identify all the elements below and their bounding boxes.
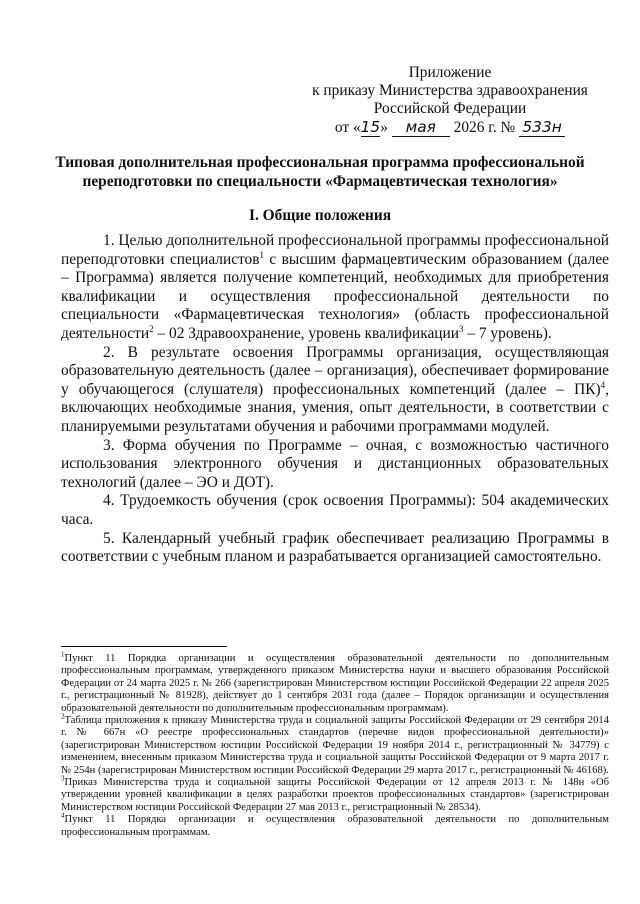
footnote-ref-2: 2 — [149, 323, 154, 334]
order-day: 15 — [360, 118, 381, 136]
footnote-ref-3: 3 — [459, 323, 464, 334]
order-date-number — [300, 118, 600, 137]
footnote-2-text: Таблица приложения к приказу Министерства труда и социальной защиты Российской Федерации от 29 сентября 2014 г. № 667н «О реестре профессиональных стандартов (перечне видов профессиональной деятельности)» (зарегистрирован Министерством юстиции Российской Федерации 19 ноября 2014 г., регистрационный № 34779) с изменением, внесенным приказом Министерства труда и социальной защиты Российской Федерации от 9 марта 2017 г. № 254н (зарегистрирован Министерством юстиции Российской Федерации 29 марта 2017 г., регистрационный № 46168). — [61, 715, 609, 776]
order-quote-close: » — [380, 119, 388, 136]
appendix-label: Приложение — [408, 64, 492, 81]
footnote-1-mark: 1 — [61, 650, 65, 659]
footnote-3-mark: 3 — [61, 774, 65, 783]
footnotes — [61, 650, 609, 839]
order-number: 533н — [519, 118, 565, 137]
title-line-1: Типовая дополнительная профессиональная программа профессиональной — [55, 154, 585, 171]
order-year: 2026 г. № — [453, 119, 516, 136]
footnote-separator — [61, 646, 227, 647]
paragraph-5: 5. Календарный учебный график обеспечивает реализацию Программы в соответствии с учебным планом и разрабатывается организацией самостоятельно. — [61, 529, 609, 566]
paragraph-1 — [61, 232, 609, 344]
footnote-4-text: Пункт 11 Порядка организации и осуществления образовательной деятельности по дополнительным профессиональным программам. — [61, 814, 609, 838]
paragraph-3: 3. Форма обучения по Программе – очная, с возможностью частичного использования электронного обучения и дистанционных образовательных технологий (далее – ЭО и ДОТ). — [61, 436, 609, 491]
footnote-4 — [61, 811, 609, 839]
paragraph-4: 4. Трудоемкость обучения (срок освоения Программы): 504 академических часа. — [61, 492, 609, 528]
document-title — [30, 153, 610, 191]
paragraph-1-part-a: 1. Целью дополнительной профессиональной программы профессиональной переподготовки специалистов — [61, 232, 609, 268]
footnote-3-text: Приказ Министерства труда и социальной защиты Российской Федерации от 12 апреля 2013 г. № 148н «Об утверждении уровней квалификации в целях разработки проектов профессиональных стандартов» (зарегистрирован Министерством юстиции Российской Федерации 27 мая 2013 г., регистрационный № 28534). — [61, 777, 609, 813]
ministry-country: Российской Федерации — [373, 100, 527, 117]
order-month: мая — [392, 118, 450, 137]
footnote-1-text: Пункт 11 Порядка организации и осуществления образовательной деятельности по дополнительным профессиональным программам, утвержденного приказом Министерства науки и высшего образования Российской Федерации от 24 марта 2025 г. № 266 (зарегистрирован Министерством юстиции Российской Федерации 22 апреля 2025 г., регистрационный № 81928), действует до 1 сентября 2031 года (далее – Порядок организации и осуществления образовательной деятельности по дополнительным профессиональным программам). — [61, 653, 609, 714]
footnote-3 — [61, 774, 609, 814]
appendix-header — [300, 64, 600, 137]
paragraph-1-part-c: – 02 Здравоохранение, уровень квалификации — [153, 324, 459, 342]
document-body — [61, 232, 609, 567]
paragraph-1-part-b: с высшим фармацевтическим образованием (далее – Программа) является получение компетенций, необходимых для приобретения квалификации и осуществления профессиональной деятельности по специальности «Фармацевтическая технология» (область профессиональной деятельности — [61, 250, 609, 342]
footnote-1 — [61, 650, 609, 715]
section-heading: I. Общие положения — [248, 207, 392, 224]
footnote-ref-4: 4 — [600, 379, 606, 390]
footnote-2 — [61, 712, 609, 777]
order-reference: к приказу Министерства здравоохранения — [312, 82, 588, 99]
footnote-ref-1: 1 — [259, 249, 265, 260]
paragraph-2-part-b: , включающих необходимые знания, умения, опыт деятельности, в соответствии с планируемыми результатами обучения и рабочими программами модулей. — [61, 380, 609, 435]
footnote-4-mark: 4 — [61, 811, 65, 820]
paragraph-1-part-d: – 7 уровень). — [463, 324, 552, 342]
order-prefix: от « — [334, 119, 361, 136]
paragraph-2 — [61, 344, 609, 437]
paragraph-2-part-a: 2. В результате освоения Программы организация, осуществляющая образовательную деятельность (далее – организация), обеспечивает формирование у обучающегося (слушателя) профессиональных компетенций (далее – ПК) — [61, 343, 609, 398]
footnote-2-mark: 2 — [61, 712, 65, 721]
title-line-2: переподготовки по специальности «Фармацевтическая технология» — [82, 173, 558, 190]
